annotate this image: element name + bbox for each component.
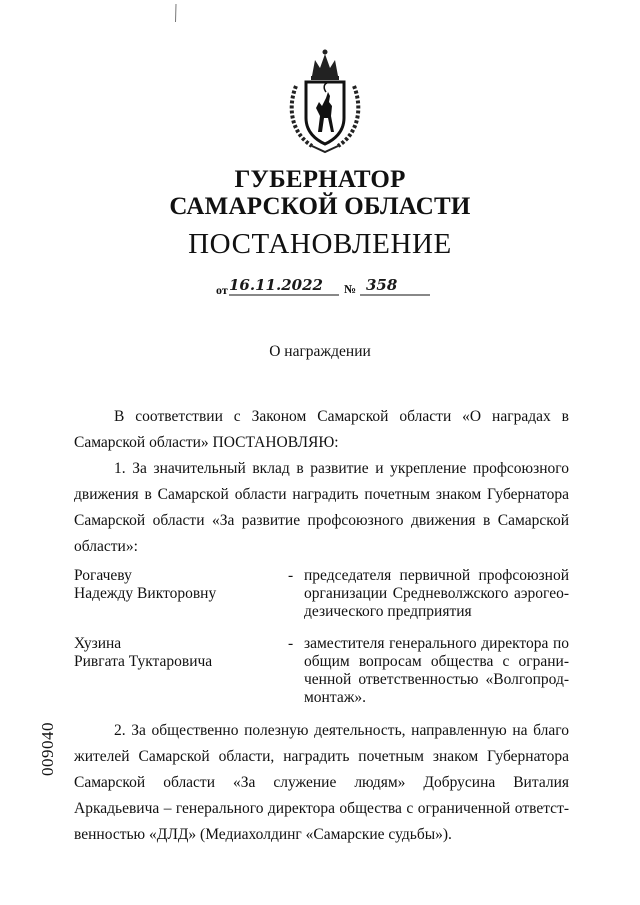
awardee-surname: Хузина [74, 635, 122, 652]
awardee-row [74, 635, 569, 715]
awardee-given-name: Ривгата Туктаровича [74, 653, 213, 670]
registration-side-code: 009040 [38, 722, 57, 776]
awardee-name [74, 567, 284, 603]
awardee-given-name: Надежду Викторовну [74, 585, 217, 602]
awardee-position: председателя первичной профсоюзной организации Средневолжского аэрогео-дезического предприятия [304, 567, 569, 620]
date-underline [229, 294, 339, 296]
awardee-position: заместителя генерального директора по общим вопросам общества с ограни-ченной ответственностью «Волгопрод-монтаж». [304, 635, 569, 706]
document-type-title: ПОСТАНОВЛЕНИЕ [188, 228, 452, 260]
item-1-paragraph: 1. За значительный вклад в развитие и укрепление профсоюзного движения в Самарской области наградить почетным знаком Губернатора Самарской области «За развитие профсоюзного движения в Самарской области»: [74, 460, 569, 555]
number-prefix: № [344, 282, 357, 296]
handwritten-number: 358 [366, 276, 398, 294]
document-subject: О награждении [269, 343, 371, 360]
date-number-line [216, 276, 436, 298]
number-underline [360, 294, 430, 296]
awardee-row [74, 567, 569, 627]
handwritten-date: 16.11.2022 [229, 276, 323, 294]
issuer-title-line2: САМАРСКОЙ ОБЛАСТИ [169, 193, 471, 220]
date-prefix: от [216, 283, 228, 297]
awardee-surname: Рогачеву [74, 567, 132, 584]
awardee-name [74, 635, 284, 671]
awardee-dash: - [288, 635, 294, 652]
pen-mark [175, 4, 177, 22]
samara-coat-of-arms-emblem [282, 46, 368, 158]
item-2-paragraph: 2. За общественно полезную деятельность, направленную на благо жителей Самарской области, наградить почетным знаком Губернатора Самарской области «За служение людям» Добрусина Виталия Аркадьевича – генерального директора общества с ограниченной ответст-венностью «ДЛД» (Медиахолдинг «Самарские судьбы»). [74, 722, 569, 843]
awardee-dash: - [288, 567, 294, 584]
intro-paragraph: В соответствии с Законом Самарской области «О наградах в Самарской области» ПОСТАНОВЛЯЮ: [74, 408, 569, 451]
issuer-title-line1: ГУБЕРНАТОР [234, 166, 406, 193]
